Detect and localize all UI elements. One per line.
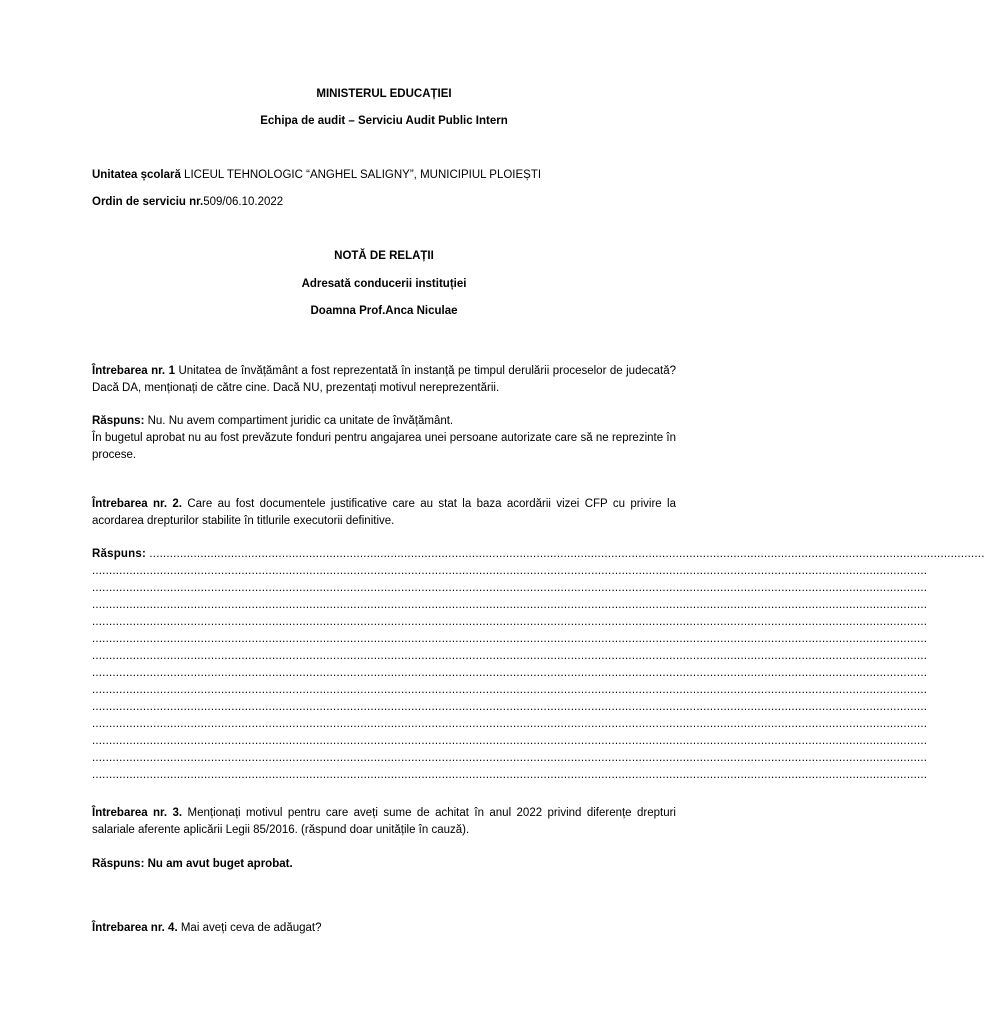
service-order-value: 509/06.10.2022 [203, 196, 284, 208]
answer-2-dotted-line: ...................................................................................................................................................................................................................................................... [92, 701, 928, 713]
question-1 [92, 363, 676, 397]
question-3-label: Întrebarea nr. 3. [92, 807, 183, 819]
answer-2-dotted-line: ...................................................................................................................................................................................................................................................... [92, 565, 928, 577]
question-1-text: Unitatea de învățământ a fost reprezentată în instanță pe timpul derulării proceselor de judecată? Dacă DA, menționați de către cine. Dacă NU, prezentați motivul nereprezentării. [92, 365, 676, 394]
question-3-text: Menționați motivul pentru care aveți sume de achitat în anul 2022 privind diferențe drepturi salariale aferente aplicării Legii 85/2016. (răspund doar unitățile în cauză). [92, 807, 676, 836]
answer-2-dotted-line: ...................................................................................................................................................................................................................................................... [92, 752, 928, 764]
question-4-label: Întrebarea nr. 4. [92, 922, 178, 934]
question-2 [92, 496, 676, 530]
question-2-text: Care au fost documentele justificative care au stat la baza acordării vizei CFP cu privire la acordarea drepturilor stabilite în titlurile executorii definitive. [92, 498, 676, 527]
school-unit-value: LICEUL TEHNOLOGIC “ANGHEL SALIGNY”, MUNICIPIUL PLOIEȘTI [180, 169, 542, 181]
answer-2-dotted-line: ...................................................................................................................................................................................................................................................... [92, 769, 928, 781]
note-recipient: Doamna Prof.Anca Niculae [310, 305, 458, 317]
answer-1-line2: În bugetul aprobat nu au fost prevăzute fonduri pentru angajarea unei persoane autorizate care să ne reprezinte în procese. [92, 432, 676, 461]
answer-2-dotted-line: ...................................................................................................................................................................................................................................................... [92, 718, 928, 730]
answer-2-dotted-line: ...................................................................................................................................................................................................................................................... [92, 616, 928, 628]
answer-2-dotted-line: ...................................................................................................................................................................................................................................................... [92, 667, 928, 679]
ministry-heading: MINISTERUL EDUCAȚIEI [316, 88, 452, 100]
answer-3 [92, 856, 676, 873]
answer-2-dotted-line: ...................................................................................................................................................................................................................................................... [92, 599, 928, 611]
answer-2-dots: ...................................................................................................................................................................................................................................................... [149, 548, 985, 560]
answer-2-dotted-line: ...................................................................................................................................................................................................................................................... [92, 650, 928, 662]
answer-2-dotted-line: ...................................................................................................................................................................................................................................................... [92, 582, 928, 594]
answer-2-dotted-line: ...................................................................................................................................................................................................................................................... [92, 684, 928, 696]
answer-2-dotted-line: ...................................................................................................................................................................................................................................................... [92, 633, 928, 645]
question-4 [92, 920, 676, 937]
answer-3-label: Răspuns: [92, 858, 145, 870]
answer-2-dotted-line: ...................................................................................................................................................................................................................................................... [92, 735, 928, 747]
question-1-label: Întrebarea nr. 1 [92, 365, 175, 377]
audit-team-heading: Echipa de audit – Serviciu Audit Public Intern [260, 115, 508, 127]
question-2-label: Întrebarea nr. 2. [92, 498, 182, 510]
service-order-line [92, 194, 676, 211]
note-addressed-to: Adresată conducerii instituției [301, 278, 467, 290]
school-unit-label: Unitatea școlară [92, 169, 181, 181]
answer-1-line1: Nu. Nu avem compartiment juridic ca unitate de învățământ. [144, 415, 454, 427]
answer-1-label: Răspuns: [92, 415, 145, 427]
answer-1 [92, 413, 676, 464]
answer-2-first-line [92, 546, 985, 563]
answer-3-text: Nu am avut buget aprobat. [144, 858, 293, 870]
school-unit-line [92, 167, 676, 184]
question-4-text: Mai aveți ceva de adăugat? [177, 922, 322, 934]
question-3 [92, 805, 676, 839]
answer-2-label: Răspuns: [92, 548, 146, 560]
service-order-label: Ordin de serviciu nr. [92, 196, 204, 208]
note-title: NOTĂ DE RELAȚII [334, 250, 434, 262]
